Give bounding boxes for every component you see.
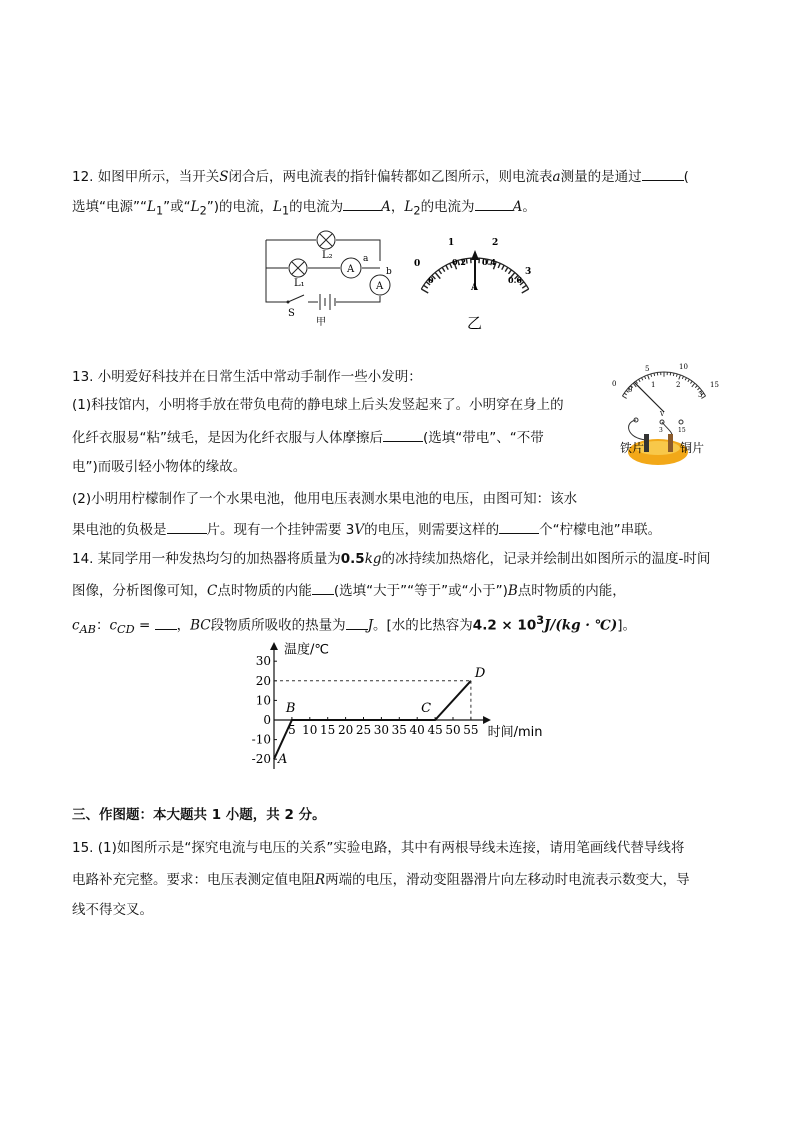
q13-line-4: 电”)而吸引轻小物体的缘故。 <box>72 459 247 475</box>
x-tick-label: 55 <box>463 723 479 737</box>
y-axis-arrow <box>271 643 277 649</box>
q13-text: 化纤衣服易“粘”绒毛，是因为化纤衣服与人体摩擦后 <box>72 430 383 446</box>
q14-text: 的冰持续加热熔化，记录并绘制出如图所示的温度-时间 <box>381 551 711 567</box>
dial-tick <box>509 270 512 274</box>
dial-tick <box>446 265 448 269</box>
x-tick-label: 5 <box>288 723 296 737</box>
q12-text: ( <box>683 169 689 185</box>
segment-bc-ref: BC <box>190 617 211 634</box>
q12-text: 测量的是通过 <box>560 169 642 185</box>
x-axis-arrow <box>484 717 490 723</box>
dial-top-1: 1 <box>448 238 455 248</box>
answer-blank[interactable] <box>155 615 177 630</box>
ammeter-b-glyph: A <box>376 281 384 292</box>
q13-line-6 <box>72 519 661 540</box>
q12-text: 的电流为 <box>420 199 475 215</box>
answer-blank[interactable] <box>312 580 334 595</box>
q12-text: ”)的电流， <box>206 199 274 215</box>
q12-line-1 <box>72 166 689 187</box>
q15-line-1: 15. (1)如图所示是“探究电流与电压的关系”实验电路，其中有两根导线未连接，请用笔画线代替导线将 <box>72 840 685 856</box>
iron-plate-label: 铁片 <box>620 441 645 455</box>
q13-line-5: (2)小明用柠檬制作了一个水果电池，他用电压表测水果电池的电压，由图可知：该水 <box>72 491 578 507</box>
q12-text: 12. 如图甲所示，当开关 <box>72 169 220 185</box>
y-tick-label: 0 <box>263 713 271 727</box>
dial-tick <box>466 259 467 264</box>
dial-tick <box>502 265 504 269</box>
vm-post-15: 15 <box>678 427 686 434</box>
unit-volt: V <box>354 522 365 538</box>
answer-blank[interactable] <box>343 196 381 211</box>
q14-text: 点时物质的内能， <box>517 583 626 599</box>
unit-ampere: A <box>381 199 391 215</box>
ammeter-dial-yi <box>412 228 542 332</box>
subscript: 1 <box>155 204 164 218</box>
x-tick-label: 40 <box>409 723 425 737</box>
lamp-symbol: L <box>146 199 156 215</box>
dial-top-2: 2 <box>492 238 499 248</box>
vm-unit: V <box>660 411 665 418</box>
unit-joule: J <box>367 617 374 634</box>
dial-tick <box>498 263 500 268</box>
subscript: 2 <box>199 204 207 218</box>
circuit-diagram-jia <box>258 228 398 328</box>
exponent: 3 <box>536 614 545 627</box>
q15-line-2 <box>72 870 690 890</box>
circuit-label-a: a <box>363 254 369 264</box>
y-tick-label: -20 <box>251 752 271 767</box>
copper-plate-label: 铜片 <box>680 441 705 455</box>
answer-blank[interactable] <box>475 196 513 211</box>
figure-caption-jia: 甲 <box>316 317 326 328</box>
q14-text: 点时物质的内能 <box>217 583 312 599</box>
dial-tick <box>648 375 650 380</box>
q14-line-1 <box>72 549 710 569</box>
lemon-battery-figure <box>606 360 726 466</box>
answer-blank[interactable] <box>383 427 423 442</box>
subscript: AB <box>79 623 96 637</box>
q14-text: ]。 <box>617 617 636 634</box>
q13-text: 片。现有一个挂钟需要 3 <box>206 522 355 538</box>
x-axis-label: 时间/min <box>487 725 543 740</box>
q12-text: 。 <box>522 199 536 215</box>
subscript: CD <box>117 623 135 637</box>
iron-plate-icon <box>644 434 649 452</box>
y-tick-label: 20 <box>255 673 271 688</box>
dial-unit: A <box>471 283 478 293</box>
dial-bottom-0: 0 <box>428 275 434 285</box>
vm-needle <box>634 382 664 412</box>
q12-line-2 <box>72 196 536 222</box>
q14-text: 。[水的比热容为 <box>373 617 473 634</box>
lamp-symbol: L <box>404 199 414 215</box>
q14-text: 段物质所吸收的热量为 <box>210 617 346 634</box>
q13-line-1: 13. 小明爱好科技并在日常生活中常动手制作一些小发明： <box>72 369 422 385</box>
dial-bottom-0.4: 0.4 <box>482 257 496 267</box>
point-label-a: A <box>278 752 288 768</box>
battery-icon <box>320 294 335 310</box>
y-axis-label: 温度/℃ <box>284 642 329 658</box>
dial-tick <box>442 267 445 271</box>
x-tick-label: 15 <box>320 723 336 737</box>
y-tick-label: 30 <box>255 654 271 669</box>
copper-plate-icon <box>668 434 673 452</box>
switch-symbol: S <box>219 169 229 185</box>
y-tick-label: -10 <box>251 732 271 747</box>
vm-top-10: 10 <box>679 363 688 371</box>
dial-top-0: 0 <box>414 259 421 269</box>
q15-text: 电路补充完整。要求：电压表测定值电阻 <box>72 872 315 888</box>
temperature-time-chart <box>246 634 556 774</box>
section-title: 三、作图题：本大题共 1 小题，共 2 分。 <box>72 807 326 823</box>
mass-value: 0.5 <box>340 551 365 567</box>
ammeter-a-glyph: A <box>347 264 355 275</box>
lamp-symbol: L <box>273 199 282 215</box>
answer-blank[interactable] <box>499 519 539 534</box>
heat-capacity-unit: J/(kg · ℃) <box>544 617 618 634</box>
vm-top-15: 15 <box>710 381 719 389</box>
answer-blank[interactable] <box>167 519 207 534</box>
circuit-label-l1: L₁ <box>294 278 305 289</box>
q14-line-2 <box>72 580 626 601</box>
subscript: 1 <box>282 204 290 218</box>
vm-bottom-1: 1 <box>651 381 656 389</box>
y-tick-label: 10 <box>255 693 271 708</box>
q15-text: 两端的电压，滑动变阻器滑片向左移动时电流表示数变大，导 <box>325 872 690 888</box>
q13-line-3 <box>72 427 544 448</box>
q13-line-2: (1)科技馆内，小明将手放在带负电荷的静电球上后头发竖起来了。小明穿在身上的 <box>72 397 564 413</box>
q14-text: ： <box>95 617 110 634</box>
dial-tick <box>679 375 681 380</box>
q12-text: 选填“电源”“ <box>72 199 147 215</box>
q12-text: 闭合后，两电流表的指针偏转都如乙图所示，则电流表 <box>228 169 553 185</box>
x-tick-label: 50 <box>445 723 461 737</box>
x-tick-label: 10 <box>302 723 318 737</box>
dial-tick <box>421 289 428 293</box>
point-label-c: C <box>421 701 432 716</box>
dial-tick <box>424 285 428 288</box>
point-b-ref: B <box>507 583 518 599</box>
q15-line-3: 线不得交叉。 <box>72 902 153 918</box>
dial-tick <box>522 285 526 288</box>
q14-text: ， <box>176 617 191 634</box>
vm-post-3: 3 <box>659 427 663 434</box>
unit-kg: kg <box>364 551 382 567</box>
answer-blank[interactable] <box>346 615 368 630</box>
vm-bottom-0: 0 <box>628 386 633 394</box>
dial-tick <box>522 289 529 293</box>
x-tick-label: 30 <box>373 723 390 737</box>
q14-text: (选填“大于”“等于”或“小于”) <box>333 583 508 599</box>
specific-heat-ab: c <box>72 617 80 634</box>
lamp-symbol: L <box>190 199 200 215</box>
dial-tick <box>505 267 508 271</box>
dial-top-3: 3 <box>525 267 532 277</box>
q14-text: = <box>134 617 155 634</box>
dial-tick <box>622 396 626 398</box>
point-label-d: D <box>474 665 486 681</box>
subscript: 2 <box>413 204 421 218</box>
resistor-symbol: R <box>315 872 326 888</box>
ammeter-a-symbol: a <box>552 169 561 185</box>
vm-top-5: 5 <box>645 365 650 373</box>
x-tick-label: 45 <box>427 723 443 737</box>
dial-tick <box>435 273 440 279</box>
q13-text: 个“柠檬电池”串联。 <box>539 522 662 538</box>
x-tick-label: 25 <box>355 723 372 737</box>
circuit-label-b: b <box>386 267 392 277</box>
dial-bottom-0.2: 0.2 <box>452 257 466 267</box>
dial-tick <box>439 270 442 274</box>
dial-tick <box>692 383 695 387</box>
circuit-label-l2: L₂ <box>322 250 333 261</box>
q14-text: 图像，分析图像可知， <box>72 583 207 599</box>
unit-ampere: A <box>512 199 523 215</box>
q13-text: 果电池的负极是 <box>72 522 167 538</box>
figure-caption-yi: 乙 <box>467 314 483 332</box>
vm-top-0: 0 <box>612 380 617 388</box>
q12-text: 的电流为 <box>289 199 344 215</box>
circuit-label-s: S <box>288 308 295 319</box>
point-label-b: B <box>285 701 296 716</box>
switch-icon <box>288 295 304 302</box>
heat-capacity-value: 4.2 × 10 <box>472 617 537 634</box>
specific-heat-cd: c <box>109 617 118 634</box>
x-tick-label: 35 <box>391 723 407 737</box>
dial-bottom-0.6: 0.6 <box>508 275 522 285</box>
q12-text: ， <box>390 199 405 215</box>
vm-bottom-3: 3 <box>698 391 703 399</box>
q13-text: (选填“带电”、“不带 <box>423 430 544 446</box>
q12-text: ”或“ <box>163 199 191 215</box>
q14-text: 14. 某同学用一种发热均匀的加热器将质量为 <box>72 551 341 567</box>
q13-text: 的电压，则需要这样的 <box>364 522 500 538</box>
answer-blank[interactable] <box>642 166 684 181</box>
point-c-ref: C <box>207 583 218 599</box>
x-tick-label: 20 <box>337 723 354 737</box>
vm-bottom-2: 2 <box>676 381 681 389</box>
